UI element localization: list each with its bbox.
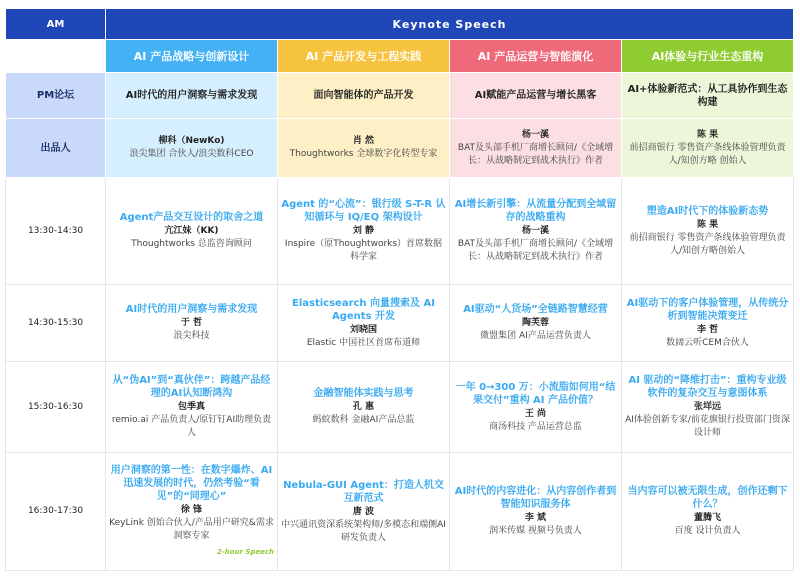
session-time: 14:30-15:30	[6, 285, 106, 362]
producer-desc: Thoughtworks 全球数字化转型专家	[289, 149, 438, 159]
keynote-banner: Keynote Speech	[106, 9, 794, 40]
speaker-name: 刘 静	[352, 226, 375, 236]
talk-title: 一年 0→300 万：小流脂如何用“结果交付”重构 AI 产品价值？	[455, 381, 616, 406]
track-title-4: AI体验与行业生态重构	[622, 40, 794, 73]
talk-cell	[450, 362, 622, 453]
talk-title: 当内容可以被无限生成，创作还剩下什么？	[627, 486, 788, 510]
producer-desc: 浪尖集团 合伙人/浪尖数科CEO	[129, 149, 254, 159]
speaker-name: 李 斌	[524, 513, 547, 523]
speaker-name: 亢江妹（KK)	[164, 226, 219, 236]
speaker-desc: BAT及头部手机厂商增长顾问/《全域增长：从战略制定到战术执行》作者	[457, 239, 614, 262]
speaker-desc: KeyLink 创始合伙人/产品用户研究&需求洞察专家	[109, 518, 274, 541]
speaker-desc: remio.ai 产品负责人/原钉钉AI助理负责人	[111, 415, 272, 438]
talk-title: Nebula-GUI Agent：打造人机交互新范式	[283, 479, 444, 504]
speaker-name: 陶芙蓉	[521, 318, 549, 328]
producer-label: 出品人	[6, 119, 106, 178]
speaker-name: 刘晓国	[349, 324, 377, 335]
producer-cell-2	[278, 119, 450, 178]
forum-title-2: 面向智能体的产品开发	[278, 73, 450, 119]
talk-title: AI时代的用户洞察与需求发现	[125, 304, 258, 315]
speaker-name: 孔 惠	[352, 402, 375, 412]
talk-cell	[622, 285, 794, 362]
talk-cell	[278, 285, 450, 362]
speaker-desc: 数阔云听CEM合伙人	[666, 337, 749, 348]
speaker-desc: 微盟集团 AI产品运营负责人	[480, 331, 591, 341]
speaker-desc: 浪尖科技	[173, 331, 210, 341]
talk-title: AI驱动下的客户体验管理，从传统分析到智能决策变迁	[626, 297, 789, 322]
producer-name: 杨一溪	[521, 129, 549, 140]
session-time: 15:30-16:30	[6, 362, 106, 453]
talk-cell	[622, 453, 794, 571]
talk-cell	[106, 362, 278, 453]
forum-title-3: AI赋能产品运营与增长黑客	[450, 73, 622, 119]
producer-name: 肖 然	[352, 136, 375, 146]
talk-cell	[450, 453, 622, 571]
producer-cell-3	[450, 119, 622, 178]
track-row	[6, 40, 794, 73]
speaker-desc: 百度 设计负责人	[674, 526, 741, 536]
speaker-desc: 商汤科技 产品运营总监	[489, 421, 582, 432]
two-hour-badge: 2-hour Speech	[216, 548, 274, 556]
talk-cell	[450, 285, 622, 362]
talk-title: AI增长新引擎：从流量分配到全域留存的战略重构	[454, 199, 617, 223]
talk-cell	[278, 178, 450, 285]
talk-title: 从“伪AI”到“真伙伴”：跨越产品经理的AI认知断鸿沟	[112, 375, 271, 399]
producer-row	[6, 119, 794, 178]
header-row	[6, 9, 794, 40]
talk-cell	[450, 178, 622, 285]
session-time: 13:30-14:30	[6, 178, 106, 285]
talk-title: Elasticsearch 向量搜索及 AI Agents 开发	[292, 297, 435, 322]
talk-cell	[106, 178, 278, 285]
speaker-name: 唐 波	[352, 506, 375, 517]
speaker-desc: 蚂蚁数科 金融AI产品总监	[312, 415, 415, 425]
forum-title-4: AI+体验新范式：从工具协作到生态构建	[622, 73, 794, 119]
talk-cell	[622, 362, 794, 453]
talk-title: Agent产品交互设计的取舍之道	[119, 212, 264, 223]
speaker-name: 李 哲	[696, 324, 719, 335]
producer-cell-1	[106, 119, 278, 178]
speaker-desc: Thoughtworks 总监咨询顾问	[131, 239, 252, 249]
speaker-name: 陈 果	[696, 219, 719, 230]
talk-title: AI 驱动的“降维打击”：重构专业级软件的复杂交互与意图体系	[628, 375, 787, 399]
speaker-desc: Inspire（原Thoughtworks）首席数据科学家	[284, 239, 443, 262]
speaker-desc: 前招商银行 零售资产条线体验管理负责人/知创方略创始人	[629, 232, 786, 256]
speaker-desc: 中兴通讯资深系统架构师/多模态和端侧AI研发负责人	[281, 519, 446, 543]
track-row-spacer	[6, 40, 106, 73]
track-title-2: AI 产品开发与工程实践	[278, 40, 450, 73]
talk-title: AI时代的内容进化：从内容创作者到智能知识服务体	[454, 486, 617, 510]
session-row	[6, 453, 794, 571]
talk-title: AI驱动“人货场”全链路智慧经营	[463, 304, 608, 315]
speaker-name: 张垟远	[694, 402, 722, 412]
talk-title: 金融智能体实践与思考	[313, 388, 414, 399]
talk-cell	[278, 453, 450, 571]
speaker-name: 包季真	[177, 402, 205, 412]
producer-cell-4	[622, 119, 794, 178]
talk-title: 塑造AI时代下的体验新态势	[646, 205, 769, 217]
speaker-name: 杨一溪	[521, 226, 549, 236]
producer-desc: BAT及头部手机厂商增长顾问/《全域增长：从战略制定到战术执行》作者	[457, 142, 614, 166]
speaker-desc: 润米传媒 视频号负责人	[489, 526, 582, 536]
talk-cell	[106, 453, 278, 571]
speaker-name: 徐 锋	[180, 505, 203, 515]
session-row	[6, 285, 794, 362]
session-row	[6, 178, 794, 285]
track-title-1: AI 产品战略与创新设计	[106, 40, 278, 73]
agenda-table	[5, 8, 794, 571]
talk-cell	[278, 362, 450, 453]
track-title-3: AI 产品运营与智能演化	[450, 40, 622, 73]
producer-name: 陈 果	[696, 129, 719, 140]
pm-forum-row	[6, 73, 794, 119]
pm-forum-label: PM论坛	[6, 73, 106, 119]
am-label: AM	[6, 9, 106, 40]
speaker-desc: AI体验创新专家/前花旗银行投资部门资深设计师	[625, 415, 790, 438]
talk-cell	[622, 178, 794, 285]
producer-name: 柳科（NewKo)	[158, 136, 225, 146]
speaker-name: 董腾飞	[694, 513, 722, 523]
session-row	[6, 362, 794, 453]
speaker-name: 于 哲	[180, 318, 203, 328]
session-time: 16:30-17:30	[6, 453, 106, 571]
speaker-desc: Elastic 中国社区首席布道师	[306, 337, 421, 348]
producer-desc: 前招商银行 零售资产条线体验管理负责人/知创方略 创始人	[629, 142, 786, 166]
talk-cell	[106, 285, 278, 362]
talk-title: 用户洞察的第一性：在数字爆炸、AI迅速发展的时代，仍然考验“看见”的“同理心”	[110, 465, 273, 502]
speaker-name: 王 尚	[524, 408, 547, 419]
talk-title: Agent 的“心流”：银行级 S-T-R 认知循环与 IQ/EQ 架构设计	[281, 199, 446, 223]
forum-title-1: AI时代的用户洞察与需求发现	[106, 73, 278, 119]
